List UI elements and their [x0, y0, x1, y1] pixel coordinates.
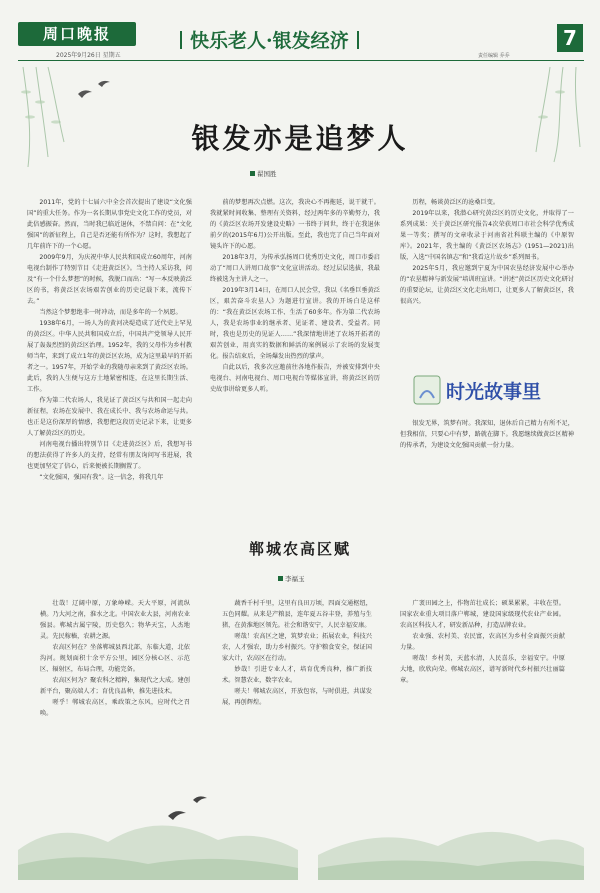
paragraph: 嗟哉！乡村美，天蓝水清，人民喜乐，幸福安宁。中原大地，欣欣向荣。郸城农高区，谱写新时代乡村振兴壮丽篇章。: [400, 655, 565, 684]
paragraph: “文化强国，强国有我”。这一信念，将我几年: [39, 474, 164, 481]
poem-title: 郸城农高区赋: [248, 540, 351, 558]
paragraph: 1938年6月，一场人为的黄河决堤造成了近代史上罕见的黄泛区。中华人民共和国成立后，中国共产党领导人民开展了轰轰烈烈的黄泛区治理。1952年，我的父母作为乡村教师当年，来到了成立1年的黄泛区农场，成为这里最早的开拓者之一。1957年，开始学业的我随母亲来到了黄泛区农场。此后，我的人生便与这方土地紧密相连，在这里长期生活、工作。: [27, 320, 192, 393]
paragraph: 作为第二代农场人，我见证了黄泛区与共和国一起走向新征程，农场在发展中、我在成长中、我与农场命运与共。也正是这份深厚的情感，我想把这段历史记录下来，让更多人了解黄泛区的历史。: [27, 397, 192, 437]
paragraph: 当然这个梦想绝非一时冲动，而是多年的一个夙愿。: [39, 309, 182, 316]
article-column-2: [210, 197, 380, 395]
poem-column-3: [400, 598, 565, 686]
newspaper-logo: 周口晚报: [18, 22, 136, 46]
paragraph: 河南电视台播出特别节目《走进黄泛区》后，我想写书的想法获得了许多人的支持，经常有朋友询问写书进展，我也更加坚定了信心，后来便被长期搁置了。: [27, 441, 192, 470]
divider: [357, 31, 359, 49]
paragraph: 银发无界，筑梦有时。我深知，退休后自己精力有所不足，但我相信，只要心中有梦，路就在脚下。我愿继续做黄泛区精神的传承者，为建设文化强国贡献一份力量。: [400, 420, 574, 449]
page-number: 7: [557, 24, 583, 52]
time-stories-badge: [412, 370, 578, 410]
paragraph: 广袤田园之上，作物茁壮成长；硕果累累，丰收在望。国家农业重大项目落户郸城，建设国家级现代农业产业园。农高区科技人才，研发新品种，打造品牌农业。: [400, 600, 565, 629]
paragraph: 2019年以来，我潜心研究黄泛区的历史文化，并取得了一系列成果：关于黄泛区研究报告4次荣获周口市社会科学优秀成果一等奖；撰写的文章收录于河南省社科联主编的《中原智库》。2021年，我主编的《黄泛区农场志》(1951—2021)出版，入选“中国名镇志”和“我看这片故乡”系列图书。: [400, 210, 574, 261]
poem-column-1: [40, 598, 190, 719]
paragraph: 嗟乎！郸城农高区，乘政策之东风，应时代之召唤。: [40, 699, 190, 717]
editor-credit: 责任编辑 乔乔: [478, 53, 510, 59]
paragraph: 前的梦想再次点燃。这次，我决心不再拖延，说干就干。我就紧时间收集、整理有关资料，经过两年多的辛勤努力，我的《黄泛区农场开发建设史略》一书终于问世，终于在我退休前夕的(2015年6月)公开出版。至此，我也完了自己当年面对镜头许下的心愿。: [210, 199, 380, 250]
poem-byline: 李福玉: [278, 574, 305, 583]
paragraph: 嗟哉！农高区之建，筑梦农业；拓展农业，科技兴农，人才强农，助力乡村振兴。守护粮食安全，保证国家大计，农高区在行动。: [222, 633, 372, 662]
paragraph: 壮哉！辽阔中原，万象峥嵘。天大平原，河流纵横。乃大河之南，淮水之北。中国农业大县，河南农业强县。郸城古属宁陵，历史悠久；物华天宝，人杰地灵。先民稼穑，农耕之源。: [40, 600, 190, 640]
paragraph: 妙哉！引进专业人才，培育优秀良种，推广新技术。智慧农业，数字农业。: [222, 666, 372, 684]
paragraph: 蔬香千村千里，这里有良田万顷，四面交通枢纽，五色同耀。从来是产粮县，连年夏五谷丰登，养殖与生猪，在黄淮地区领先。社会和谐安宁，人民幸福安康。: [222, 600, 372, 629]
article-column-3-continued: [400, 418, 574, 451]
issue-date: 2025年9月26日 星期五: [56, 52, 121, 59]
paragraph: 2009年9月，为庆祝中华人民共和国成立60周年，河南电视台制作了特别节目《走进黄泛区》。当主持人采访我，问及“有一个什么梦想”的时候，我脱口而出：“写一本反映黄泛区的书，将黄泛区农场艰苦创业的历史记载下来，流传下去。”: [27, 254, 192, 305]
badge-label: 时光故事里: [446, 381, 542, 403]
paragraph: 2018年3月，为传承弘扬周口优秀历史文化，周口市委启动了“周口人讲周口故事”文化宣讲活动。经过层层选拔，我最终被选为主讲人之一。: [210, 254, 380, 283]
header-rule: [18, 60, 584, 61]
section-title: 快乐老人·银发经济: [180, 26, 359, 53]
byline-marker: [278, 576, 283, 581]
article-byline: 翟国胜: [250, 169, 277, 178]
paragraph: 2019年3月14日，在周口人民会堂，我以《名垂巨垂黄泛区，艰苦奋斗农垦人》为题进行宣讲。我的开场白是这样的：“我在黄泛区农场工作、生活了60多年。作为第二代农场人，我是农场事业的继承者、见证者、建设者、受益者。同时，我也是历史的见证人……”我深情地讲述了农场开拓者的艰苦创业，用真实的数据和鲜活的案例展示了农场的发展变化。报告结束后，全场爆发出热烈的掌声。: [210, 287, 380, 360]
paragraph: 农高区何为？聚农科之精粹，集现代之大成。建创新平台，聚高端人才；育优良品种，推先进技术。: [40, 677, 190, 695]
paragraph: 历程，畅谈黄泛区的沧桑巨变。: [412, 199, 500, 206]
paragraph: 农高区何在？坐落郸城县西北部，东临大道，北依沟河。规划面积十余平方公里，园区分核心区、示范区、辐射区，布局合理，功能完备。: [40, 644, 190, 673]
landscape-decoration-bottom: [18, 780, 584, 880]
byline-marker: [250, 171, 255, 176]
poem-column-2: [222, 598, 372, 708]
paragraph: 嗟夫！郸城农高区，开放包容，与时俱进，共谋发展，再创辉煌。: [222, 688, 372, 706]
paragraph: 农业强、农村美、农民富，农高区为乡村全面振兴贡献力量。: [400, 633, 565, 651]
article-headline: 银发亦是追梦人: [191, 122, 409, 155]
paragraph: 2025年5月，我应邀到宁夏为中国农垦经济发展中心举办的“农垦精神与新发展”培训班宣讲。“讲述”黄泛区历史文化研讨的重要论坛，让黄泛区文化走出周口，让更多人了解黄泛区，我很高兴。: [400, 265, 574, 305]
page-header: [0, 0, 600, 66]
article-column-3: [400, 197, 574, 307]
article-column-1: [27, 197, 192, 483]
divider: [180, 31, 182, 49]
paragraph: 2011年，党的十七届六中全会首次提出了建设“文化强国”的重大任务。作为一名长期从事党史文化工作的党员，对此倍感振奋。然而，当时我已临近退休，不禁自问：在“文化强国”的新征程上，自己是否还能有所作为？这时，我想起了几年前许下的一个心愿。: [27, 199, 192, 250]
paragraph: 自此以后，我多次应邀前往各地作报告，并被安排到中央电视台、河南电视台、周口电视台等媒体宣讲，将黄泛区的历史故事讲给更多人听。: [210, 364, 380, 393]
